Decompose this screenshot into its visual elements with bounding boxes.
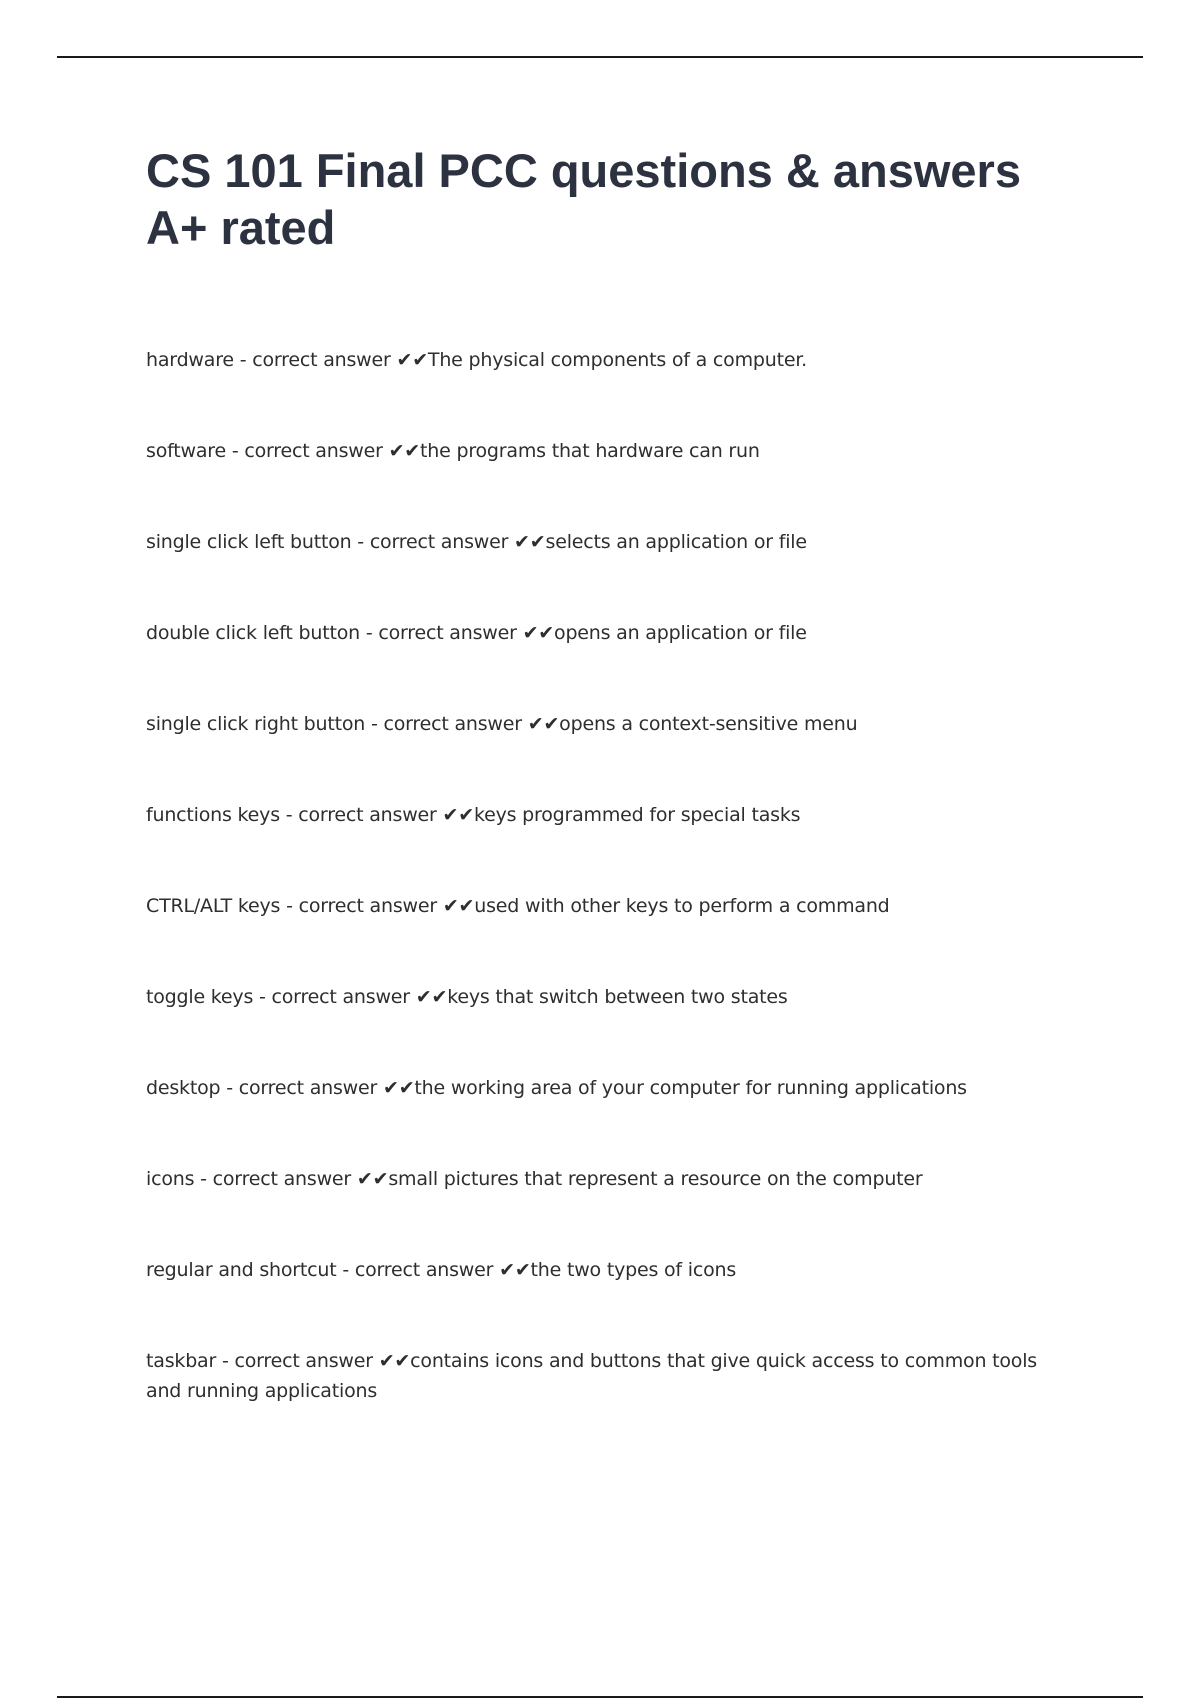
check-mark-icon: ✔✔ [377,1077,415,1099]
qa-answer: opens an application or file [554,622,807,644]
qa-answer: The physical components of a computer. [427,349,808,371]
qa-separator: - [336,1259,355,1281]
qa-answer-label: correct answer [271,986,410,1008]
qa-answer-label: correct answer [234,1350,373,1372]
check-mark-icon: ✔✔ [390,349,428,371]
qa-separator: - [194,1168,213,1190]
qa-separator: - [253,986,272,1008]
qa-separator: - [280,895,299,917]
qa-item [146,345,1066,375]
qa-item [146,709,1066,739]
qa-separator: - [351,531,370,553]
qa-term: hardware [146,349,234,371]
qa-item [146,1073,1066,1103]
qa-term: single click left button [146,531,352,553]
qa-term: desktop [146,1077,221,1099]
qa-term: double click left button [146,622,360,644]
qa-answer: used with other keys to perform a command [474,895,890,917]
qa-item [146,1346,1066,1406]
qa-answer: selects an application or file [545,531,807,553]
bottom-divider [57,1696,1143,1698]
qa-answer: the working area of your computer for running applications [414,1077,967,1099]
check-mark-icon: ✔✔ [493,1259,531,1281]
top-divider [57,56,1143,58]
qa-separator: - [216,1350,235,1372]
qa-separator: - [365,713,384,735]
qa-term: functions keys [146,804,280,826]
qa-answer-label: correct answer [369,531,509,553]
qa-item [146,436,1066,466]
check-mark-icon: ✔✔ [521,713,560,735]
qa-answer-label: correct answer [298,895,437,917]
qa-answer: small pictures that represent a resource on the computer [388,1168,923,1190]
qa-separator: - [226,440,245,462]
qa-answer: contains icons and buttons that give quick access to common tools and running applications [146,1350,1037,1402]
qa-item [146,1164,1066,1194]
check-mark-icon: ✔✔ [508,531,546,553]
qa-item [146,618,1066,648]
qa-term: single click right button [146,713,366,735]
check-mark-icon: ✔✔ [409,986,448,1008]
qa-item [146,527,1066,557]
qa-item [146,800,1066,830]
qa-separator: - [233,349,253,371]
qa-term: regular and shortcut [146,1259,337,1281]
qa-answer-label: correct answer [244,440,383,462]
qa-answer-label: correct answer [238,1077,378,1099]
check-mark-icon: ✔✔ [382,440,421,462]
page-title: CS 101 Final PCC questions & answers A+ rated [146,144,1021,254]
qa-separator: - [220,1077,239,1099]
qa-item [146,891,1066,921]
qa-answer: the programs that hardware can run [420,440,760,462]
qa-answer-label: correct answer [378,622,517,644]
qa-item [146,982,1066,1012]
qa-answer-label: correct answer [252,349,391,371]
qa-item [146,1255,1066,1285]
qa-term: taskbar [146,1350,217,1372]
qa-answer-label: correct answer [212,1168,352,1190]
check-mark-icon: ✔✔ [351,1168,389,1190]
qa-term: software [146,440,226,462]
check-mark-icon: ✔✔ [516,622,555,644]
qa-answer: keys programmed for special tasks [473,804,801,826]
qa-term: CTRL/ALT keys [146,895,281,917]
qa-answer-label: correct answer [354,1259,494,1281]
qa-answer-label: correct answer [298,804,437,826]
qa-answer: opens a context-sensitive menu [559,713,858,735]
qa-separator: - [279,804,299,826]
check-mark-icon: ✔✔ [372,1350,411,1372]
qa-answer-label: correct answer [383,713,522,735]
check-mark-icon: ✔✔ [436,804,474,826]
check-mark-icon: ✔✔ [436,895,475,917]
qa-term: toggle keys [146,986,254,1008]
qa-term: icons [146,1168,195,1190]
qa-separator: - [359,622,379,644]
qa-answer: keys that switch between two states [447,986,788,1008]
qa-answer: the two types of icons [530,1259,737,1281]
qa-list [146,345,1066,1467]
